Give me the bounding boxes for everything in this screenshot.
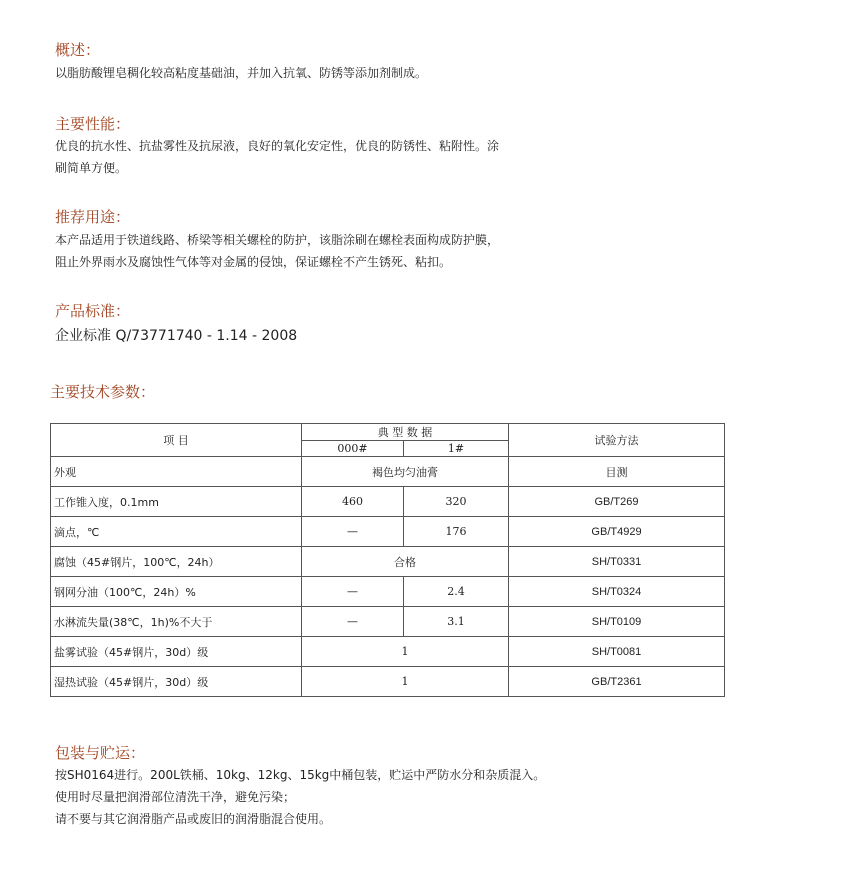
spec-value-1-cell: 2.4: [404, 577, 509, 607]
overview-text: 以脂肪酸锂皂稠化较高粘度基础油，并加入抗氧、防锈等添加剂制成。: [55, 66, 428, 80]
packaging-heading: 包装与贮运：: [55, 744, 146, 762]
packaging-line-1: 按SH0164进行。200L铁桶、10kg、12kg、15kg中桶包装，贮运中严防水分和杂质混入。: [55, 768, 546, 782]
spec-item-cell: 钢网分油（100℃，24h）%: [51, 577, 302, 607]
spec-value-cell: 1: [302, 667, 509, 697]
spec-method-cell: GB/T4929: [509, 517, 725, 547]
spec-item-cell: 滴点，℃: [51, 517, 302, 547]
table-row: [51, 547, 725, 577]
header-grade-1: 1#: [404, 441, 509, 457]
spec-item-cell: 水淋流失量(38℃，1h)%不大于: [51, 607, 302, 637]
spec-method-cell: SH/T0331: [509, 547, 725, 577]
spec-value-1-cell: 3.1: [404, 607, 509, 637]
table-row: [51, 457, 725, 487]
spec-item-cell: 腐蚀（45#钢片，100℃，24h）: [51, 547, 302, 577]
standard-text: 企业标准 Q/73771740 - 1.14 - 2008: [55, 328, 298, 344]
table-row: [51, 487, 725, 517]
spec-item-cell: 外观: [51, 457, 302, 487]
header-method: 试验方法: [509, 424, 725, 457]
spec-value-1-cell: 320: [404, 487, 509, 517]
packaging-line-3: 请不要与其它润滑脂产品或废旧的润滑脂混合使用。: [55, 812, 332, 826]
spec-table: [50, 423, 725, 697]
spec-item-cell: 盐雾试验（45#钢片，30d）级: [51, 637, 302, 667]
spec-method-cell: SH/T0109: [509, 607, 725, 637]
spec-method-cell: 目测: [509, 457, 725, 487]
overview-heading: 概述：: [55, 41, 101, 59]
spec-method-cell: GB/T269: [509, 487, 725, 517]
header-item: 项 目: [51, 424, 302, 457]
spec-method-cell: SH/T0081: [509, 637, 725, 667]
spec-value-000-cell: —: [302, 577, 404, 607]
table-row: [51, 607, 725, 637]
specs-heading: 主要技术参数：: [50, 383, 156, 401]
spec-value-cell: 合格: [302, 547, 509, 577]
table-row: [51, 517, 725, 547]
spec-value-1-cell: 176: [404, 517, 509, 547]
spec-value-000-cell: 460: [302, 487, 404, 517]
spec-value-cell: 褐色均匀油膏: [302, 457, 509, 487]
spec-item-cell: 湿热试验（45#钢片，30d）级: [51, 667, 302, 697]
header-grade-000: 000#: [302, 441, 404, 457]
usage-line-1: 本产品适用于铁道线路、桥梁等相关螺栓的防护，该脂涂刷在螺栓表面构成防护膜，: [55, 233, 500, 247]
usage-line-2: 阻止外界雨水及腐蚀性气体等对金属的侵蚀，保证螺栓不产生锈死、粘扣。: [55, 255, 452, 269]
spec-method-cell: SH/T0324: [509, 577, 725, 607]
spec-value-000-cell: —: [302, 607, 404, 637]
spec-value-cell: 1: [302, 637, 509, 667]
table-row: [51, 667, 725, 697]
performance-line-2: 刷简单方便。: [55, 161, 128, 175]
spec-header-row: [51, 424, 725, 441]
spec-item-cell: 工作锥入度，0.1mm: [51, 487, 302, 517]
table-row: [51, 637, 725, 667]
spec-method-cell: GB/T2361: [509, 667, 725, 697]
spec-value-000-cell: —: [302, 517, 404, 547]
packaging-line-2: 使用时尽量把润滑部位清洗干净，避免污染；: [55, 790, 296, 804]
table-row: [51, 577, 725, 607]
usage-heading: 推荐用途：: [55, 208, 131, 226]
performance-line-1: 优良的抗水性、抗盐雾性及抗尿液，良好的氧化安定性，优良的防锈性、粘附性。涂: [55, 139, 500, 153]
performance-heading: 主要性能：: [55, 115, 131, 133]
header-typical: 典 型 数 据: [302, 424, 509, 441]
standard-heading: 产品标准：: [55, 302, 131, 320]
